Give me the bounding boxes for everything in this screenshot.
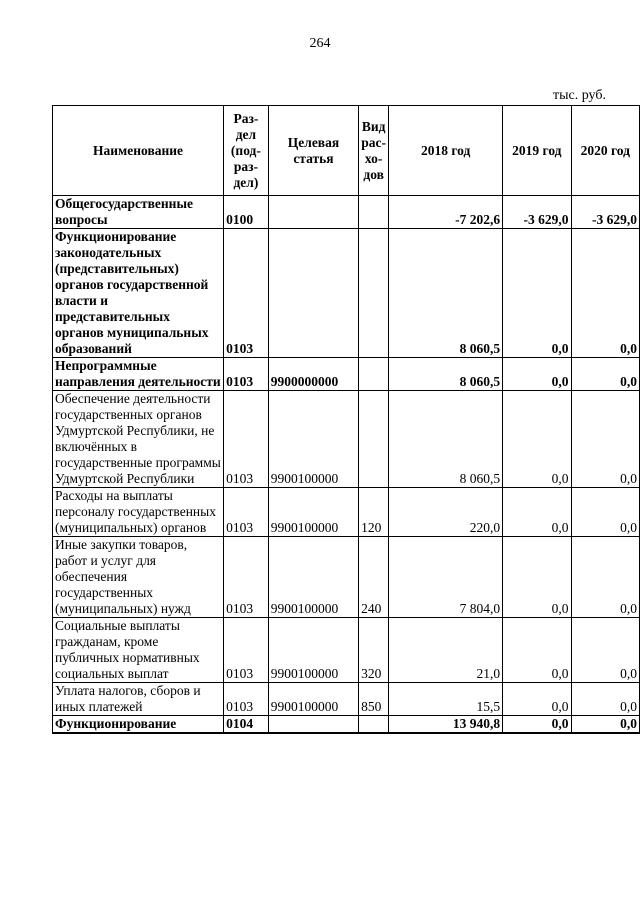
cell-2020: 0,0 xyxy=(571,488,639,537)
cell-target: 9900100000 xyxy=(268,391,358,488)
cell-section: 0103 xyxy=(224,683,269,716)
header-2019: 2019 год xyxy=(503,106,571,196)
cell-name: Иные закупки товаров, работ и услуг для обеспечения государственных (муниципальных) нужд xyxy=(53,537,224,618)
cell-2020: 0,0 xyxy=(571,229,639,358)
cell-name: Функционирование законодательных (представительных) органов государственной власти и представительных органов муниципальных образований xyxy=(53,229,224,358)
table-row xyxy=(53,391,640,488)
cell-name: Непрограммные направления деятельности xyxy=(53,358,224,391)
cell-2018: 13 940,8 xyxy=(389,716,503,734)
cell-2020: 0,0 xyxy=(571,618,639,683)
cell-target xyxy=(268,716,358,734)
cell-2018: 220,0 xyxy=(389,488,503,537)
cell-expense xyxy=(359,196,389,229)
cell-2018: 15,5 xyxy=(389,683,503,716)
cell-expense: 240 xyxy=(359,537,389,618)
cell-2020: 0,0 xyxy=(571,358,639,391)
cell-name: Функционирование xyxy=(53,716,224,734)
header-name: Наименование xyxy=(53,106,224,196)
header-2020: 2020 год xyxy=(571,106,639,196)
table-row xyxy=(53,196,640,229)
cell-2020: 0,0 xyxy=(571,716,639,734)
cell-2019: 0,0 xyxy=(503,683,571,716)
cell-section: 0103 xyxy=(224,537,269,618)
cell-section: 0103 xyxy=(224,488,269,537)
table-row xyxy=(53,537,640,618)
cell-2019: 0,0 xyxy=(503,358,571,391)
cell-expense xyxy=(359,391,389,488)
table-row xyxy=(53,358,640,391)
budget-table xyxy=(52,105,640,734)
header-target: Целевая статья xyxy=(268,106,358,196)
table-row xyxy=(53,229,640,358)
cell-2019: 0,0 xyxy=(503,488,571,537)
cell-name: Уплата налогов, сборов и иных платежей xyxy=(53,683,224,716)
table-body xyxy=(53,196,640,734)
cell-section: 0103 xyxy=(224,391,269,488)
cell-name: Социальные выплаты гражданам, кроме публичных нормативных социальных выплат xyxy=(53,618,224,683)
cell-section: 0103 xyxy=(224,229,269,358)
cell-2018: 7 804,0 xyxy=(389,537,503,618)
cell-section: 0104 xyxy=(224,716,269,734)
cell-section: 0103 xyxy=(224,358,269,391)
cell-target: 9900100000 xyxy=(268,537,358,618)
header-section: Раз-дел (под-раз-дел) xyxy=(224,106,269,196)
table-row xyxy=(53,716,640,734)
cell-2019: 0,0 xyxy=(503,716,571,734)
cell-2020: 0,0 xyxy=(571,683,639,716)
cell-target: 9900100000 xyxy=(268,488,358,537)
units-label: тыс. руб. xyxy=(553,88,606,103)
cell-expense: 120 xyxy=(359,488,389,537)
cell-2020: 0,0 xyxy=(571,391,639,488)
table-row xyxy=(53,618,640,683)
cell-target: 9900100000 xyxy=(268,683,358,716)
page-number: 264 xyxy=(309,36,331,51)
cell-2019: 0,0 xyxy=(503,537,571,618)
cell-name: Обеспечение деятельности государственных органов Удмуртской Республики, не включённых в государственные программы Удмуртской Республики xyxy=(53,391,224,488)
cell-expense xyxy=(359,358,389,391)
cell-section: 0100 xyxy=(224,196,269,229)
cell-target xyxy=(268,229,358,358)
cell-2020: 0,0 xyxy=(571,537,639,618)
cell-name: Расходы на выплаты персоналу государственных (муниципальных) органов xyxy=(53,488,224,537)
cell-2018: 8 060,5 xyxy=(389,391,503,488)
cell-2018: 8 060,5 xyxy=(389,358,503,391)
cell-2018: 8 060,5 xyxy=(389,229,503,358)
cell-2019: 0,0 xyxy=(503,391,571,488)
header-row xyxy=(53,106,640,196)
cell-2019: -3 629,0 xyxy=(503,196,571,229)
cell-target xyxy=(268,196,358,229)
cell-expense xyxy=(359,716,389,734)
table-row xyxy=(53,683,640,716)
table-row xyxy=(53,488,640,537)
cell-2020: -3 629,0 xyxy=(571,196,639,229)
cell-2019: 0,0 xyxy=(503,618,571,683)
cell-2018: -7 202,6 xyxy=(389,196,503,229)
cell-expense: 850 xyxy=(359,683,389,716)
cell-2019: 0,0 xyxy=(503,229,571,358)
cell-target: 9900000000 xyxy=(268,358,358,391)
header-2018: 2018 год xyxy=(389,106,503,196)
cell-section: 0103 xyxy=(224,618,269,683)
cell-expense: 320 xyxy=(359,618,389,683)
cell-name: Общегосударственные вопросы xyxy=(53,196,224,229)
cell-2018: 21,0 xyxy=(389,618,503,683)
header-expense: Вид рас-хо-дов xyxy=(359,106,389,196)
cell-expense xyxy=(359,229,389,358)
cell-target: 9900100000 xyxy=(268,618,358,683)
